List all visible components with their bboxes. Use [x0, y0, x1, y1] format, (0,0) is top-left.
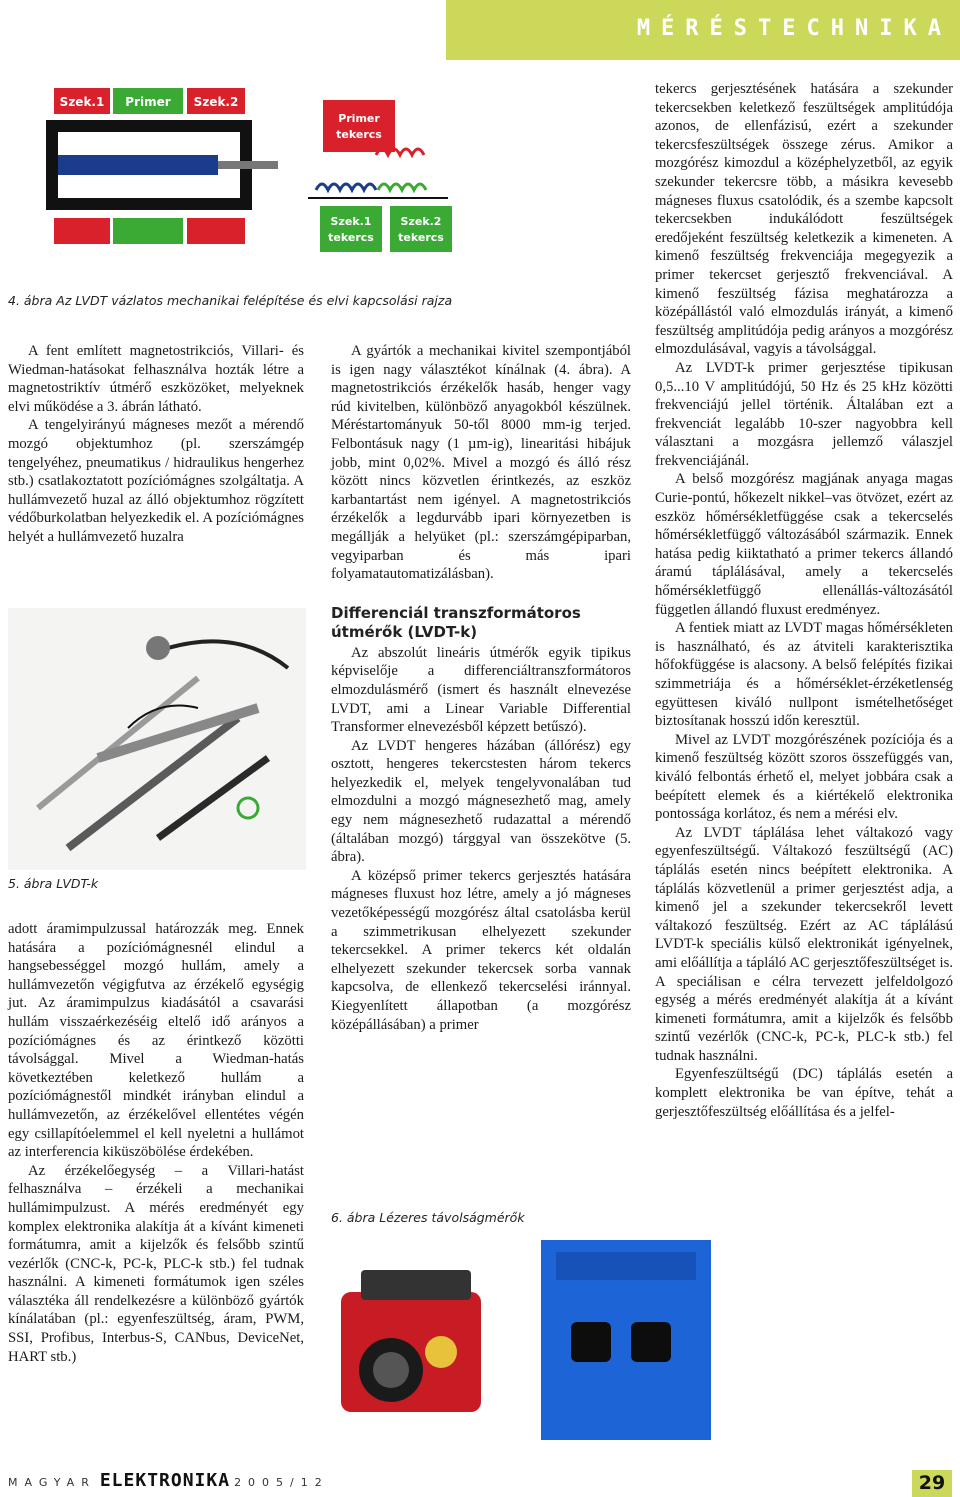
column-1-continued [8, 920, 304, 1366]
section-header-band [446, 0, 960, 60]
col3-paragraph: A belső mozgórész magjának anyaga magas Curie-pontú, hőkezelt nikkel–vas ötvözet, ezért az eszköz hőmérsékletfüggése csak a tekercselés hőmérsékletfüggő változásából származik. Ennek hatása pedig kiiktatható a primer tekercs állandó áramú táplálásával, amely a tekercselés hőmérsékletfüggő ellenállás-változásától független állandó fluxust eredményez. [655, 471, 953, 618]
col2-paragraph: Az abszolút lineáris útmérők egyik tipikus képviselője a differenciáltranszformátoros elmozdulásmérő (ismert és használt elnevezése LVDT, ami a Linear Variable Differential Transformer elnevezésből képzett betűszó). [331, 644, 631, 736]
figure-4-caption: 4. ábra Az LVDT vázlatos mechanikai felépítése és elvi kapcsolási rajza [8, 293, 453, 308]
label-szek2-tekercs: Szek.2 [400, 215, 442, 228]
label-primer: Primer [125, 95, 171, 109]
col1-paragraph: Az érzékelőegység – a Villari-hatást felhasználva – érzékeli a mechanikai hullámimpulzust. A mérés eredményét egy komplex elektronika alakítja át a kívánt kimeneti formátumra, amit a kijelzők és felsőbb szintű vezérlők (CNC-k, PC-k, PLC-k stb.) fel tudnak használni. A kimeneti formátumok igen széles választéka áll rendelkezésre a különböző gyártók kínálatában (pl.: egyenfeszültség, áram, PWM, SSI, Profibus, Interbus-S, CANbus, DeviceNet, HART stb.) [8, 1162, 304, 1365]
column-2 [331, 342, 631, 1034]
col2-paragraph: Az LVDT hengeres házában (állórész) egy osztott, hengeres tekercstesten három tekercs helyezkedik el, melyek tengelyvonalában tud elmozdulni a mozgó mágnesezhető mag, amely egy nem mágnesezhető rudazattal a mérendő (általában mozgó) tárggyal van összekötve (5. ábra). [331, 737, 631, 866]
page-number: 29 [912, 1470, 952, 1497]
col1-paragraph: adott áramimpulzussal határozzák meg. Ennek hatására a pozíciómágnesnél elindul a hangsebességgel mozgó hullám, amely a hullámvezetőn végigfutva az érzékelő egységig jut. Az áramimpulzus kiadásától a csavarási hullám visszaérkezéséig eltelő idő arányos a pozíciómágnes és az érintkező közötti távolsággal. Mivel a Wiedman-hatás következtében keletkező hullám a pozíciómágnestől mindkét irányban elindul a hullámvezetőn, az érzékelővel ellentétes végén egy csillapítóelemmel el kell nyeletni a hullámot az interferencia kiküszöbölése érdekében. [8, 921, 304, 1161]
col2-paragraph: A középső primer tekercs gerjesztés hatására mágneses fluxust hoz létre, amely a jó mágneses vezetőképességű mozgórész által csatolásba kerül a szimmetrikusan elhelyezett szekunder tekercsekkel. A primer tekercs két oldalán elhelyezett szekunder tekercsek sorba vannak kapcsolva, de ellenkező tekercselési iránnyal. Kiegyenlített állapotban (a mozgórész középállásában) a primer [331, 867, 631, 1033]
label-szek2: Szek.2 [193, 95, 239, 109]
footer-issue: 2005/12 [234, 1476, 329, 1489]
col3-paragraph: Mivel az LVDT mozgórészének pozíciója és a kimenő feszültség között szoros összefüggés van, kiváló felbontás érhető el, melyet jobbára csak a beépített elemek és a kiértékelő elektronika pontossága korlátoz, és nem a mérési elv. [655, 731, 953, 823]
figure-5 [8, 608, 306, 870]
figure-6-caption: 6. ábra Lézeres távolságmérők [331, 1210, 525, 1225]
magazine-logo: ELEKTRONIKA [99, 1470, 231, 1491]
figure-6 [331, 1232, 717, 1446]
col3-paragraph: tekercs gerjesztésének hatására a szekunder tekercsekben keletkező feszültségek amplitúdója azonos, de ellenfázisú, ezért a szekunder tekercsfeszültségek összege zérus. Amikor a mozgórész kimozdul a középhelyzetből, az egyik szekunder tekercsre több, a másikra kevesebb mágneses fluxus csatolódik, és a szembe kapcsolt tekercsekben indukálódott feszültségek eredőjeként feszültség keletkezik a kimeneten. A kimenő feszültség frekvenciája megegyezik a primer tekercset gerjesztő frekvenciával. A kimenő feszültség fázisa meghatározza a középállástól való elmozdulás irányát, a kimenő feszültség amplitúdója pedig arányos a mozgórész elmozdulásával, vagyis a távolsággal. [655, 81, 953, 358]
figure-4 [8, 80, 460, 285]
label-primer-tekercs-2: tekercs [336, 128, 382, 141]
col3-paragraph: Egyenfeszültségű (DC) táplálás esetén a komplett elektronika be van építve, tehát a gerjesztőfeszültség előállítása és a jelfel- [655, 1066, 953, 1120]
laser-sensors-photo [331, 1232, 717, 1446]
column-1 [8, 342, 304, 547]
label-szek2-tekercs-2: tekercs [398, 231, 444, 244]
col1-paragraph: A fent említett magnetostrikciós, Villari- és Wiedman-hatásokat felhasználva hozták létre a magnetostriktív útmérő eszközöket, melyeknek elvi működése a 3. ábrán látható. [8, 343, 304, 415]
figure-5-caption: 5. ábra LVDT-k [8, 876, 99, 891]
label-szek1: Szek.1 [59, 95, 105, 109]
section-title: MÉRÉSTECHNIKA [636, 16, 952, 41]
label-szek1-tekercs-2: tekercs [328, 231, 374, 244]
footer-magyar: MAGYAR [8, 1476, 96, 1489]
col3-paragraph: A fentiek miatt az LVDT magas hőmérsékleten is használható, és az átviteli karakterisztika hőfokfüggése is alacsony. A belső felépítés fizikai szimmetriája és a hőmérséklet-érzéketlenség együttesen kiváló nullpont ismételhetőséget biztosítanak hosszú időn keresztül. [655, 620, 953, 730]
label-szek1-tekercs: Szek.1 [330, 215, 372, 228]
footer [8, 1470, 329, 1491]
col1-paragraph: A tengelyirányú mágneses mezőt a mérendő mozgó objektumhoz (pl. szerszámgép tengelyéhez, pneumatikus / hidraulikus hengerhez stb.) csatlakoztatott pozíciómágnes szolgáltatja. A hullámvezető huzal az álló objektumhoz rögzített védőburkolatban helyezkedik el. A pozíciómágnes helyét a hullámvezető huzalra [8, 417, 304, 545]
col3-paragraph: Az LVDT-k primer gerjesztése tipikusan 0,5...10 V amplitúdójú, 50 Hz és 25 kHz közötti frekvenciájú jellel történik. Általában ezt a frekvenciát legalább 10-szer nagyobbra kell választani a mozgásra jellemző válaszjel frekvenciájánál. [655, 359, 953, 469]
lvdt-photo [8, 608, 306, 870]
label-primer-tekercs: Primer [338, 112, 380, 125]
col2-paragraph: A gyártók a mechanikai kivitel szempontjából is igen nagy választékot kínálnak (4. ábra). A magnetostrikciós érzékelők hasáb, henger vagy rúd kivitelben, különböző anyagokból készülnek. Méréstartományuk 50-től 8000 mm-ig terjed. Felbontásuk nagy (1 µm-ig), linearitási hibájuk jobb, mint 0,02%. Mivel a mozgó és álló rész között nincs közvetlen érintkezés, az eszköz karbantartást nem igényel. A magnetostrikciós érzékelők a legdurvább ipari környezetben is megállják a helyüket (pl.: szerszámgépiparban, vegyiparban és más ipari folyamatautomatizálásban). [331, 343, 631, 583]
col3-paragraph: Az LVDT táplálása lehet váltakozó vagy egyenfeszültségű. Váltakozó feszültségű (AC) táplálás esetén nincs beépített elektronika. A táplálás közvetlenül a primer gerjesztést adja, a kimenő jel a szekunder tekercsekről levett váltakozó feszültség. Ezért az AC táplálású LVDT-k speciális külső elektronikát igényelnek, ami előállítja a tápláló AC gerjesztőfeszültséget is. A speciálisan e célra tervezett jelfeldolgozó egység a mérés eredményét alakítja át a kívánt kimeneti formátumra, amit a kijelzők és felsőbb szintű vezérlők (CNC-k, PC-k, PLC-k stb.) fel tudnak használni. [655, 824, 953, 1064]
column-3 [655, 80, 953, 1121]
section-heading-lvdt: Differenciál transzformátoros útmérők (LVDT-k) [331, 603, 581, 641]
lvdt-schematic [8, 80, 460, 285]
